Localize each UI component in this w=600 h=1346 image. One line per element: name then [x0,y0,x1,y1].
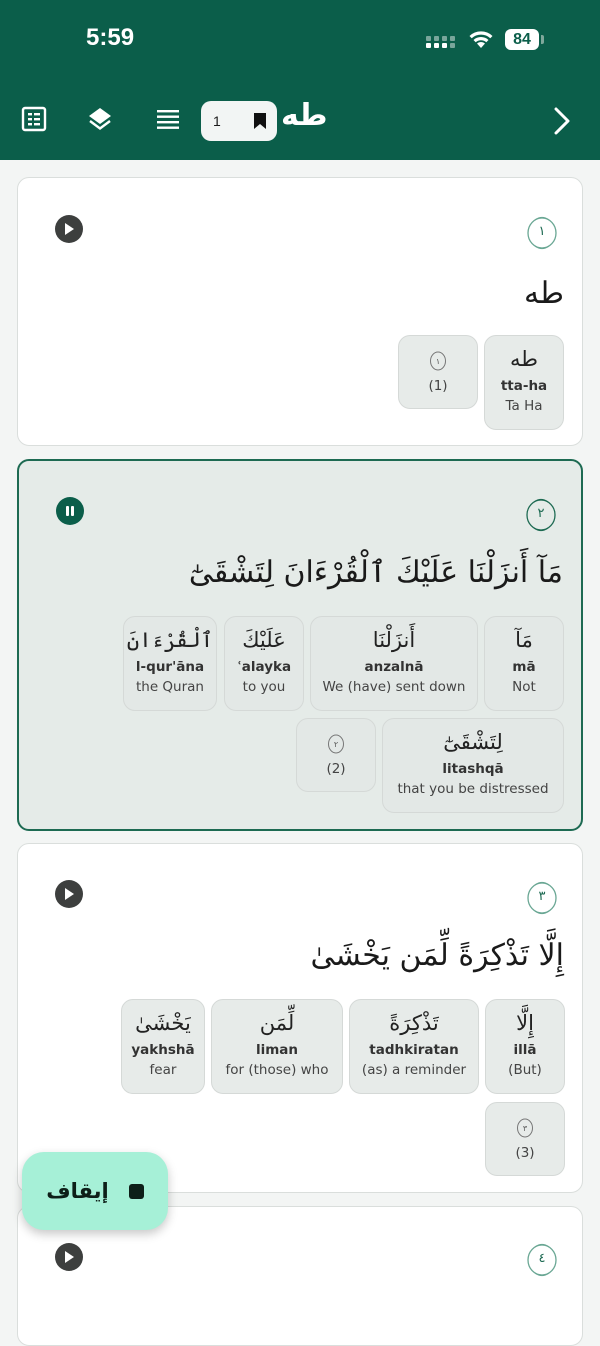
play-icon [63,222,75,236]
word-transliteration: illā [513,1042,537,1058]
ayah-number-marker [526,1240,558,1280]
play-button[interactable] [55,880,83,908]
ayah-end-tile[interactable] [398,335,478,409]
word-tile[interactable] [484,335,564,430]
play-button[interactable] [55,215,83,243]
word-translation: fear [149,1062,177,1078]
ayah-end-label: (1) [428,378,448,394]
ayah-number-marker [526,213,558,253]
ayah-number: ١ [538,224,546,239]
word-transliteration: l-qur'āna [135,659,205,675]
ayah-end-label: (3) [515,1145,535,1161]
ayah-card-2[interactable] [17,459,583,831]
word-tile[interactable] [224,616,304,711]
word-transliteration: liman [255,1042,299,1058]
pause-icon [64,504,76,518]
word-arabic: طه [510,347,538,371]
word-translation: Ta Ha [505,398,543,414]
svg-text:٣: ٣ [522,1124,528,1133]
word-translation: Not [512,679,536,695]
index-icon[interactable] [19,104,49,134]
word-tile[interactable] [310,616,478,711]
status-time: 5:59 [86,24,135,51]
word-arabic: إِلَّا [516,1011,534,1035]
ayah-card-3[interactable] [17,843,583,1193]
surah-name: طه [281,98,328,133]
word-arabic: مَآ [515,628,533,652]
ayah-text: إِلَّا تَذْكِرَةً لِّمَن يَخْشَىٰ [310,938,564,973]
word-tile[interactable] [349,999,479,1094]
play-button[interactable] [55,1243,83,1271]
ayah-text: طه [524,276,564,311]
word-tile[interactable] [211,999,343,1094]
word-translation: for (those) who [225,1062,329,1078]
word-transliteration: tadhkiratan [369,1042,459,1058]
pause-button[interactable] [56,497,84,525]
ayah-number-marker [525,495,557,535]
word-translation: the Quran [135,679,204,695]
ayah-end-tile[interactable] [485,1102,565,1176]
word-translation: (But) [508,1062,542,1078]
ayah-end-symbol-icon [429,350,447,372]
ayah-end-symbol-icon [327,733,345,755]
word-arabic: يَخْشَىٰ [135,1011,191,1035]
ayah-end-label: (2) [326,761,346,777]
cellular-signal-icon [426,36,456,50]
word-transliteration: anzalnā [364,659,424,675]
page-number: 1 [213,113,221,129]
layers-icon[interactable] [85,104,115,134]
svg-text:١: ١ [435,357,441,366]
word-arabic: لِتَشْقَىٰٓ [443,730,503,754]
ayah-number: ٤ [538,1251,546,1266]
word-tile[interactable] [485,999,565,1094]
ayah-card-1[interactable] [17,177,583,446]
list-icon[interactable] [153,104,183,134]
chevron-right-icon[interactable] [548,104,576,138]
svg-text:٢: ٢ [333,740,339,749]
ayah-end-tile[interactable] [296,718,376,792]
word-transliteration: litashqā [442,761,504,777]
word-transliteration: mā [512,659,536,675]
word-arabic: تَذْكِرَةً [389,1011,439,1035]
word-transliteration: yakhshā [131,1042,195,1058]
word-translation: to you [242,679,286,695]
word-tile[interactable] [123,616,217,711]
stop-label: إيقاف [46,1179,109,1203]
word-arabic: لِّمَن [259,1011,295,1035]
word-arabic: عَلَيْكَ [242,628,286,652]
ayah-number: ٣ [538,889,546,904]
wifi-icon [466,28,496,50]
play-icon [63,887,75,901]
word-translation: (as) a reminder [361,1062,467,1078]
word-transliteration: tta-ha [500,378,548,394]
ayah-end-symbol-icon [516,1117,534,1139]
app-header [0,0,600,160]
ayah-text: مَآ أَنزَلْنَا عَلَيْكَ ٱلْقُرْءَانَ لِتَشْقَىٰٓ [188,555,563,590]
ayah-number-marker [526,878,558,918]
word-arabic: ٱلْقُرْءَانَ [126,628,214,652]
bookmark-icon [253,112,267,130]
stop-playback-button[interactable] [22,1152,168,1230]
word-translation: We (have) sent down [322,679,466,695]
page-bookmark-button[interactable] [201,101,277,141]
battery-indicator: 84 [505,29,539,50]
play-icon [63,1250,75,1264]
word-arabic: أَنزَلْنَا [372,628,416,652]
word-tile[interactable] [382,718,564,813]
battery-tip [541,35,544,44]
word-tile[interactable] [484,616,564,711]
word-tile[interactable] [121,999,205,1094]
stop-icon [129,1184,144,1199]
word-translation: that you be distressed [397,781,549,797]
ayah-number: ٢ [537,506,545,521]
word-transliteration: ʿalayka [236,659,292,675]
